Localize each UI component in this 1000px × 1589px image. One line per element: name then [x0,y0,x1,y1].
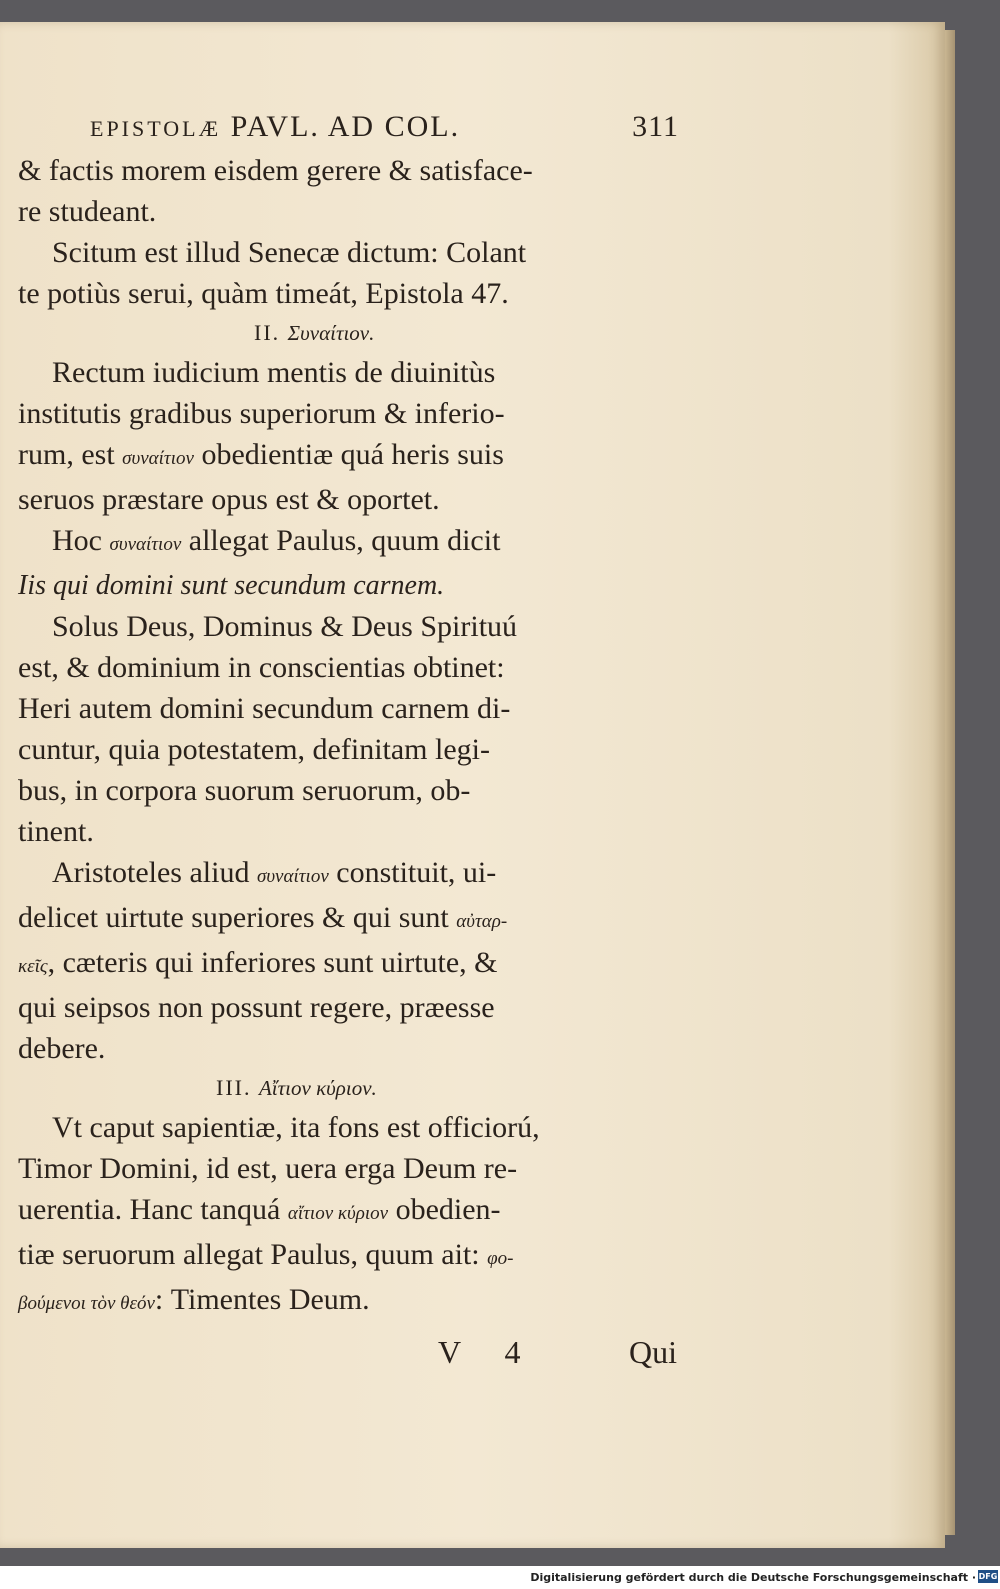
greek-word: κεῖς [18,956,48,977]
text-line: bus, in corpora suorum seruorum, ob- [18,774,471,807]
page-text [18,106,683,1373]
signature-mark: V 4 [438,1334,539,1370]
text-line: κεῖς, cæteris qui inferiores sunt uirtute, & [18,946,498,979]
italic-quote: Iis qui domini sunt secundum carnem. [18,570,445,601]
text-line: βούμενοι τὸν θεόν: Timentes Deum. [18,1283,370,1316]
text-line: delicet uirtute superiores & qui sunt αὐταρ- [18,901,508,934]
text-line: Scitum est illud Senecæ dictum: Colant [52,236,527,269]
greek-word: αὐταρ- [456,911,508,932]
page-edge [945,30,955,1535]
text-line: rum, est συναίτιον obedientiæ quá heris suis [18,438,504,471]
section-title: Αἴτιον κύριον. [258,1076,377,1100]
greek-word: συναίτιον [256,866,329,887]
text-line: Hoc συναίτιον allegat Paulus, quum dicit [52,524,501,557]
section-heading-3 [18,1069,683,1107]
section-numeral: III. [216,1075,252,1100]
text-line: te potiùs serui, quàm timeát, Epistola 47. [18,277,509,310]
text-line: est, & dominium in conscientias obtinet: [18,651,505,684]
funding-credit: Digitalisierung gefördert durch die Deutsche Forschungsgemeinschaft · [530,1571,976,1584]
text-line: institutis gradibus superiorum & inferio- [18,397,505,430]
text-line: qui seipsos non possunt regere, præesse [18,991,495,1024]
text-line: tinent. [18,815,94,848]
running-head [90,106,683,150]
text-line: Solus Deus, Dominus & Deus Spirituú [52,610,518,643]
text-line: tiæ seruorum allegat Paulus, quum ait: φο- [18,1238,514,1271]
section-heading-2 [18,314,683,352]
page-number: 311 [632,110,679,143]
text-line: Rectum iudicium mentis de diuinitùs [52,356,496,389]
text-line: uerentia. Hanc tanquá αἴτιον κύριον obedien- [18,1193,501,1226]
greek-word: φο- [487,1248,514,1269]
book-page [0,22,945,1548]
section-numeral: II. [254,320,281,345]
greek-word: αἴτιον κύριον [287,1203,389,1224]
greek-word: συναίτιον [109,534,182,555]
running-title: EPISTOLÆ PAVL. AD COL. [90,110,461,143]
text-line: cuntur, quia potestatem, definitam legi- [18,733,490,766]
text-line: Aristoteles aliud συναίτιον constituit, ui- [52,856,497,889]
text-line: Heri autem domini secundum carnem di- [18,692,511,725]
section-title: Συναίτιον. [287,321,375,345]
text-line: Timor Domini, id est, uera erga Deum re- [18,1152,518,1185]
catchword: Qui [629,1334,677,1370]
page-footer [18,1332,683,1373]
text-line: re studeant. [18,195,157,228]
text-line: seruos præstare opus est & oportet. [18,483,440,516]
greek-word: συναίτιον [122,448,194,469]
dfg-logo: DFG [978,1572,998,1581]
text-line: Vt caput sapientiæ, ita fons est officiorú, [52,1111,540,1144]
greek-word: βούμενοι τὸν θεόν [18,1293,155,1314]
text-line: & factis morem eisdem gerere & satisface- [18,154,533,187]
text-line: debere. [18,1032,106,1065]
